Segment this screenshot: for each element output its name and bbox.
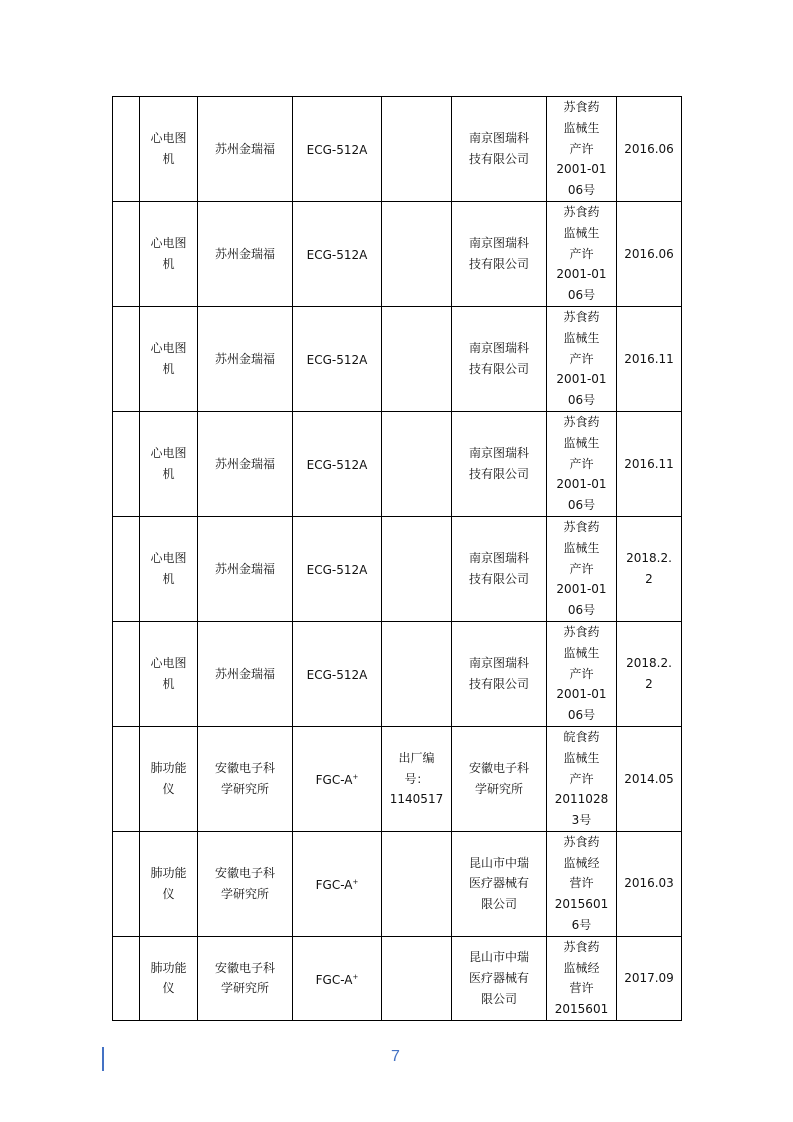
cell-date: 2017.09 — [617, 936, 682, 1020]
model-text: ECG-512A — [306, 248, 368, 263]
cell-index — [113, 306, 140, 411]
cell-maker: 苏州金瑞福 — [198, 97, 293, 202]
cell-license: 苏食药 监械生 产许 2001-01 06号 — [547, 97, 617, 202]
model-superscript: + — [352, 773, 359, 781]
equipment-table — [112, 96, 682, 1021]
cell-supplier: 安徽电子科 学研究所 — [452, 726, 547, 831]
cell-license: 苏食药 监械生 产许 2001-01 06号 — [547, 306, 617, 411]
cell-license: 苏食药 监械生 产许 2001-01 06号 — [547, 516, 617, 621]
cell-index — [113, 621, 140, 726]
table-row — [113, 516, 682, 621]
model-text: FGC-A — [315, 773, 353, 787]
table-row — [113, 201, 682, 306]
cell-date: 2016.11 — [617, 306, 682, 411]
cell-name: 心电图 机 — [140, 621, 198, 726]
cell-maker: 安徽电子科 学研究所 — [198, 936, 293, 1020]
cell-serial — [382, 201, 452, 306]
cell-serial — [382, 411, 452, 516]
cell-license: 苏食药 监械经 营许 2015601 6号 — [547, 831, 617, 936]
table-row — [113, 936, 682, 1020]
cell-maker: 苏州金瑞福 — [198, 306, 293, 411]
cell-license: 苏食药 监械生 产许 2001-01 06号 — [547, 201, 617, 306]
cell-date: 2016.11 — [617, 411, 682, 516]
table-row — [113, 726, 682, 831]
cell-index — [113, 516, 140, 621]
table-row — [113, 621, 682, 726]
cell-supplier: 南京图瑞科 技有限公司 — [452, 97, 547, 202]
model-text: ECG-512A — [306, 458, 368, 473]
cell-serial — [382, 936, 452, 1020]
model-text: FGC-A — [315, 877, 353, 892]
cell-date: 2018.2. 2 — [617, 516, 682, 621]
table-row — [113, 97, 682, 202]
cell-name: 肺功能 仪 — [140, 831, 198, 936]
table-row — [113, 306, 682, 411]
cell-supplier: 南京图瑞科 技有限公司 — [452, 201, 547, 306]
cell-maker: 苏州金瑞福 — [198, 516, 293, 621]
cell-name: 心电图 机 — [140, 306, 198, 411]
cell-index — [113, 831, 140, 936]
cell-license: 苏食药 监械生 产许 2001-01 06号 — [547, 621, 617, 726]
cell-maker: 安徽电子科 学研究所 — [198, 726, 293, 831]
table-row — [113, 831, 682, 936]
model-superscript: + — [352, 972, 359, 981]
cell-serial — [382, 621, 452, 726]
cell-serial — [382, 516, 452, 621]
cell-name: 心电图 机 — [140, 97, 198, 202]
cell-supplier: 南京图瑞科 技有限公司 — [452, 621, 547, 726]
cell-name: 心电图 机 — [140, 516, 198, 621]
cell-index — [113, 97, 140, 202]
cell-maker: 安徽电子科 学研究所 — [198, 831, 293, 936]
cell-maker: 苏州金瑞福 — [198, 621, 293, 726]
cell-supplier: 昆山市中瑞 医疗器械有 限公司 — [452, 936, 547, 1020]
cell-maker: 苏州金瑞福 — [198, 411, 293, 516]
cell-license: 苏食药 监械经 营许 2015601 — [547, 936, 617, 1020]
cell-index — [113, 411, 140, 516]
cell-date: 2014.05 — [617, 726, 682, 831]
page-number: 7 — [391, 1048, 400, 1065]
table-row — [113, 411, 682, 516]
cell-license: 苏食药 监械生 产许 2001-01 06号 — [547, 411, 617, 516]
model-text: ECG-512A — [306, 353, 368, 368]
cell-name: 心电图 机 — [140, 201, 198, 306]
cell-index — [113, 936, 140, 1020]
cell-license: 皖食药 监械生 产许 2011028 3号 — [547, 726, 617, 831]
cell-maker: 苏州金瑞福 — [198, 201, 293, 306]
cell-model — [293, 621, 382, 726]
cell-supplier: 昆山市中瑞 医疗器械有 限公司 — [452, 831, 547, 936]
model-text: ECG-512A — [306, 668, 368, 683]
cell-serial — [382, 306, 452, 411]
cell-model — [293, 516, 382, 621]
cell-date: 2016.06 — [617, 97, 682, 202]
cell-serial — [382, 831, 452, 936]
cell-serial: 出厂编 号： 1140517 — [382, 726, 452, 831]
cell-supplier: 南京图瑞科 技有限公司 — [452, 306, 547, 411]
cell-supplier: 南京图瑞科 技有限公司 — [452, 411, 547, 516]
cell-name: 心电图 机 — [140, 411, 198, 516]
cell-model — [293, 411, 382, 516]
model-text: ECG-512A — [306, 563, 368, 578]
cell-name: 肺功能 仪 — [140, 936, 198, 1020]
cell-date: 2016.06 — [617, 201, 682, 306]
model-text: FGC-A — [315, 972, 353, 987]
cell-model — [293, 831, 382, 936]
cell-date: 2016.03 — [617, 831, 682, 936]
cell-model — [293, 306, 382, 411]
cell-index — [113, 726, 140, 831]
model-text: ECG-512A — [306, 143, 368, 158]
cell-model — [293, 201, 382, 306]
model-superscript: + — [352, 877, 359, 886]
cell-serial — [382, 97, 452, 202]
cell-supplier: 南京图瑞科 技有限公司 — [452, 516, 547, 621]
cell-model — [293, 936, 382, 1020]
cell-model — [293, 726, 382, 831]
cell-model — [293, 97, 382, 202]
cell-index — [113, 201, 140, 306]
cell-name: 肺功能 仪 — [140, 726, 198, 831]
cell-date: 2018.2. 2 — [617, 621, 682, 726]
footer-accent-bar — [102, 1047, 104, 1071]
